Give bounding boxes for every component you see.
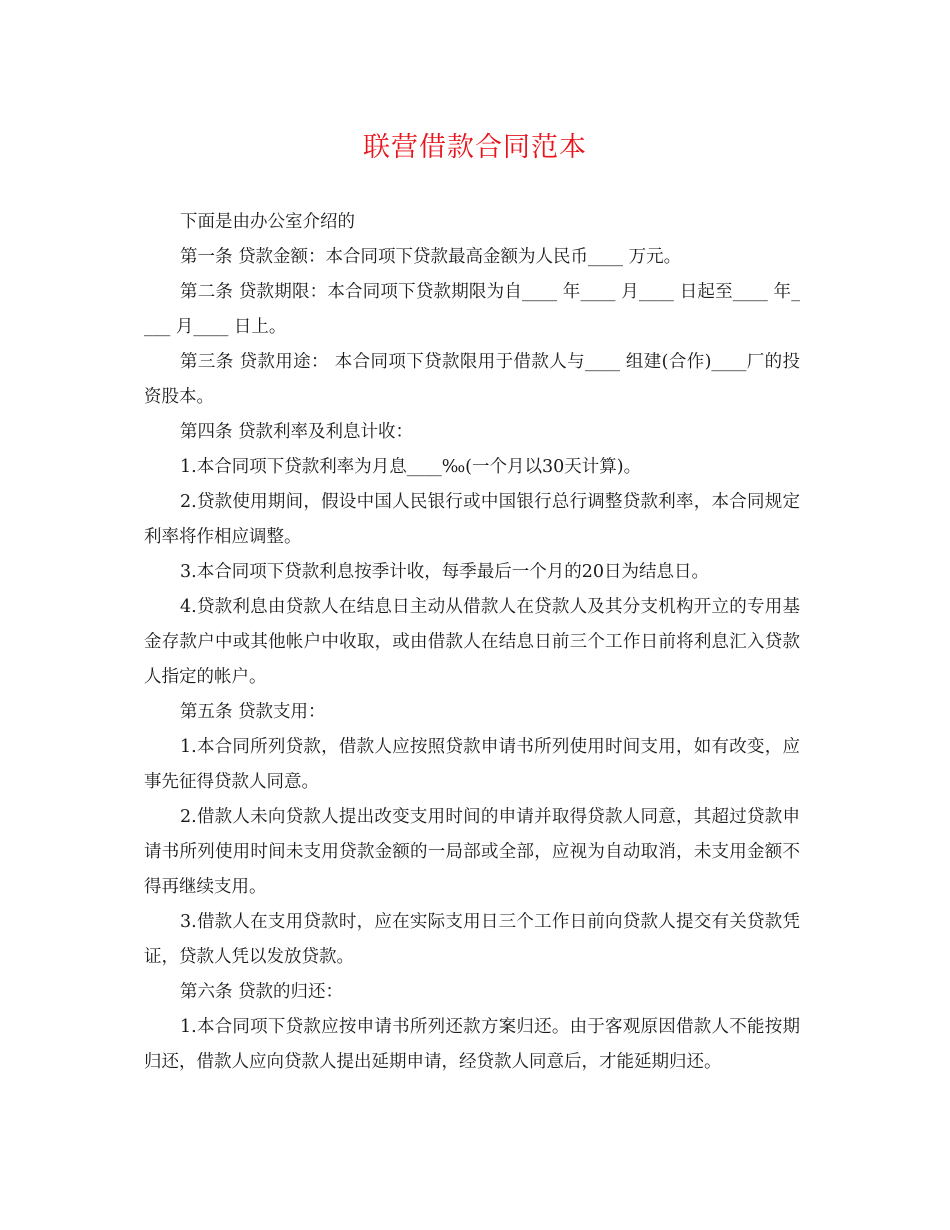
paragraph-article-4-item-1: 1.本合同项下贷款利率为月息____‰(一个月以30天计算)。	[180, 457, 642, 477]
paragraph-article-4-item-3: 3.本合同项下贷款利息按季计收，每季最后一个月的20日为结息日。	[180, 562, 709, 582]
document-title: 联营借款合同范本	[363, 132, 587, 163]
paragraph-article-4-heading: 第四条 贷款利率及利息计收：	[180, 422, 414, 442]
paragraph-intro: 下面是由办公室介绍的	[180, 212, 355, 232]
paragraph-article-4-item-2: 2.贷款使用期间，假设中国人民银行或中国银行总行调整贷款利率，本合同规定利率将作相应调整。	[144, 492, 800, 547]
paragraph-article-5-heading: 第五条 贷款支用：	[180, 702, 326, 722]
paragraph-article-6-item-1: 1.本合同项下贷款应按申请书所列还款方案归还。由于客观原因借款人不能按期归还，借款人应向贷款人提出延期申请，经贷款人同意后，才能延期归还。	[144, 1017, 800, 1072]
paragraph-article-5-item-3: 3.借款人在支用贷款时，应在实际支用日三个工作日前向贷款人提交有关贷款凭证，贷款人凭以发放贷款。	[144, 912, 800, 967]
paragraph-article-2: 第二条 贷款期限：本合同项下贷款期限为自____ 年____ 月____ 日起至____ 年____ 月____ 日上。	[144, 282, 800, 337]
paragraph-article-1: 第一条 贷款金额：本合同项下贷款最高金额为人民币____ 万元。	[180, 247, 682, 267]
document-body	[144, 205, 800, 1080]
paragraph-article-5-item-1: 1.本合同所列贷款，借款人应按照贷款申请书所列使用时间支用，如有改变，应事先征得贷款人同意。	[144, 737, 800, 792]
paragraph-article-5-item-2: 2.借款人未向贷款人提出改变支用时间的申请并取得贷款人同意，其超过贷款申请书所列使用时间未支用贷款金额的一局部或全部，应视为自动取消，未支用金额不得再继续支用。	[144, 807, 800, 897]
paragraph-article-4-item-4: 4.贷款利息由贷款人在结息日主动从借款人在贷款人及其分支机构开立的专用基金存款户中或其他帐户中收取，或由借款人在结息日前三个工作日前将利息汇入贷款人指定的帐户。	[144, 597, 800, 687]
paragraph-article-6-heading: 第六条 贷款的归还：	[180, 982, 344, 1002]
paragraph-article-3: 第三条 贷款用途： 本合同项下贷款限用于借款人与____ 组建(合作)____厂的投资股本。	[144, 352, 800, 407]
